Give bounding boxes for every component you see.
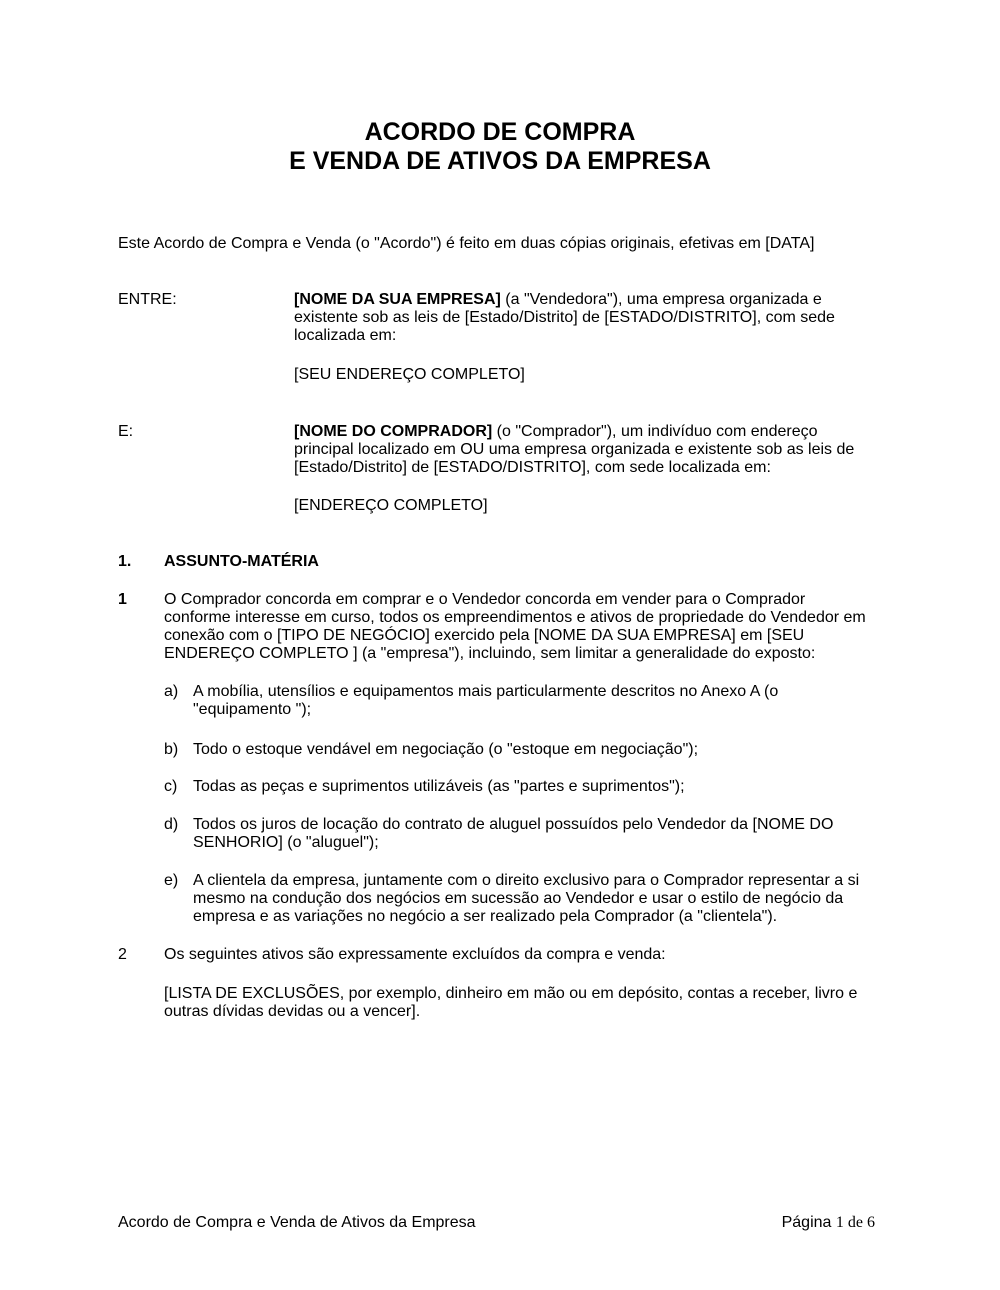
clause-number: 1	[118, 591, 127, 608]
intro-paragraph: Este Acordo de Compra e Venda (o "Acordo") é feito em duas cópias originais, efetivas em [DATA]	[118, 235, 815, 252]
clause-1-text	[164, 591, 866, 663]
seller-name: [NOME DA SUA EMPRESA]	[294, 291, 501, 308]
text-line: Os seguintes ativos são expressamente excluídos da compra e venda:	[164, 946, 666, 963]
text-line: ENDEREÇO COMPLETO ] (a "empresa"), incluindo, sem limitar a generalidade do exposto:	[164, 645, 816, 662]
seller-address: [SEU ENDEREÇO COMPLETO]	[294, 366, 525, 383]
text-line: localizada em:	[294, 327, 397, 344]
text-line: [Estado/Distrito] de [ESTADO/DISTRITO], com sede localizada em:	[294, 459, 771, 476]
buyer-block	[294, 423, 854, 515]
list-item-letter: b)	[164, 741, 179, 758]
text-line: outras dívidas devidas ou a vencer].	[164, 1003, 421, 1020]
title-line: E VENDA DE ATIVOS DA EMPRESA	[289, 147, 711, 175]
clause-number: 2	[118, 946, 127, 963]
text-line: principal localizado em OU uma empresa organizada e existente sob as leis de	[294, 441, 855, 458]
seller-desc: (a "Vendedora"), uma empresa organizada e	[500, 291, 822, 308]
buyer-desc: (o "Comprador"), um indivíduo com endereço	[492, 423, 818, 440]
text-line: A clientela da empresa, juntamente com o direito exclusivo para o Comprador representar a si	[193, 872, 860, 889]
text-line: "equipamento ");	[193, 701, 312, 718]
list-item-letter: e)	[164, 872, 179, 889]
seller-block	[294, 291, 835, 384]
list-item-letter: a)	[164, 683, 179, 700]
buyer-name: [NOME DO COMPRADOR]	[294, 423, 493, 440]
text-line: O Comprador concorda em comprar e o Vendedor concorda em vender para o Comprador	[164, 591, 806, 608]
text-line: SENHORIO] (o "aluguel");	[193, 834, 379, 851]
buyer-label: E:	[118, 423, 134, 440]
list-item-letter: c)	[164, 778, 178, 795]
text-line: conforme interesse em curso, todos os empreendimentos e ativos de propriedade do Vendedor em	[164, 609, 866, 626]
title-line: ACORDO DE COMPRA	[364, 118, 636, 146]
page-label: Página	[781, 1214, 832, 1231]
exclusions-text	[164, 985, 857, 1021]
text-line: [LISTA DE EXCLUSÕES, por exemplo, dinheiro em mão ou em depósito, contas a receber, livro e	[164, 985, 858, 1002]
buyer-address: [ENDEREÇO COMPLETO]	[294, 497, 488, 514]
seller-label: ENTRE:	[118, 291, 177, 308]
text-line: conexão com o [TIPO DE NEGÓCIO] exercido pela [NOME DA SUA EMPRESA] em [SEU	[164, 627, 805, 644]
text-line: A mobília, utensílios e equipamentos mais particularmente descritos no Anexo A (o	[193, 683, 779, 700]
text-line: Todo o estoque vendável em negociação (o "estoque em negociação");	[193, 741, 699, 758]
list-item-text	[193, 683, 778, 719]
list-item-text	[193, 741, 698, 759]
page-indicator	[782, 1214, 875, 1232]
clause-2-text	[164, 946, 666, 964]
text-line: existente sob as leis de [Estado/Distrito] de [ESTADO/DISTRITO], com sede	[294, 309, 835, 326]
text-line: mesmo na condução dos negócios em sucessão ao Vendedor e usar o estilo de negócio da	[193, 890, 844, 907]
text-line: empresa e as variações no negócio a ser realizado pela Comprador (a "clientela").	[193, 908, 778, 925]
section-number: 1.	[118, 553, 132, 570]
text-line: Todas as peças e suprimentos utilizáveis (as "partes e suprimentos");	[193, 778, 685, 795]
list-item-letter: d)	[164, 816, 179, 833]
page-number: 1 de 6	[835, 1214, 875, 1231]
footer-title: Acordo de Compra e Venda de Ativos da Empresa	[118, 1214, 476, 1231]
list-item-text	[193, 816, 833, 852]
list-item-text	[193, 872, 859, 926]
text-line: Todos os juros de locação do contrato de aluguel possuídos pelo Vendedor da [NOME DO	[193, 816, 834, 833]
list-item-text	[193, 778, 685, 796]
section-heading: ASSUNTO-MATÉRIA	[164, 553, 319, 570]
document-title	[0, 118, 1000, 176]
